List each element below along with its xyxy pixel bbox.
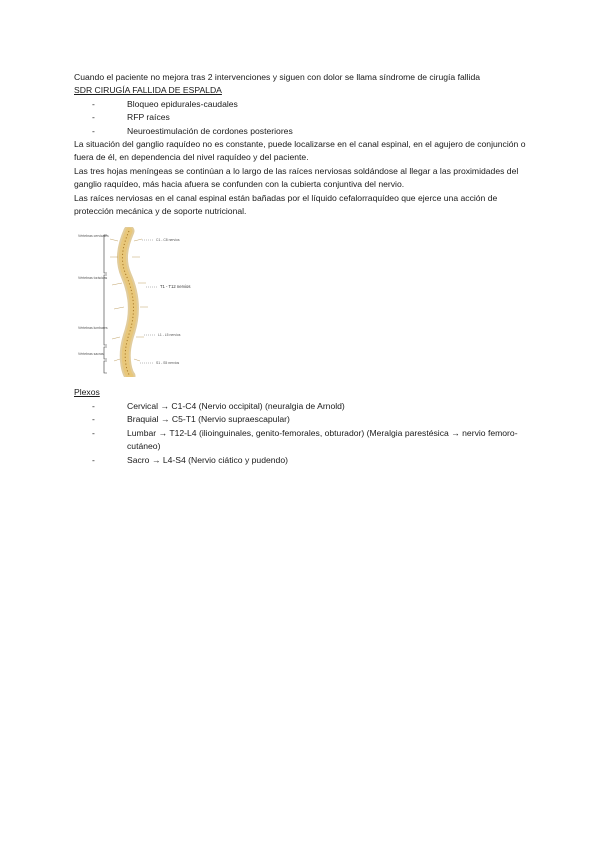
label-cervical-nerves: C1 - C8 nervios: [156, 238, 180, 243]
intro-paragraph: Cuando el paciente no mejora tras 2 intervenciones y siguen con dolor se llama síndrome de cirugía fallida: [74, 72, 481, 82]
sdr-heading: SDR CIRUGÍA FALLIDA DE ESPALDA: [74, 85, 222, 96]
list-item: - Lumbar → T12-L4 (ilioinguinales, genito-femorales, obturador) (Meralgia parestésica → nervio femoro-cutáneo): [92, 427, 534, 454]
list-item: - Braquial → C5-T1 (Nervio supraescapular): [92, 413, 534, 426]
spine-figure: [74, 227, 194, 377]
sdr-list: [74, 98, 534, 138]
label-lumbar-nerves: L1 - L5 nervios: [158, 333, 181, 338]
list-item: - Bloqueo epidurales-caudales: [92, 98, 534, 111]
list-item: - Neuroestimulación de cordones posteriores: [92, 125, 534, 138]
label-sacral-nerves: S1 - S5 nervios: [156, 361, 180, 366]
list-item: - Cervical → C1-C4 (Nervio occipital) (neuralgia de Arnold): [92, 400, 534, 413]
paragraph-meninges: Las tres hojas meníngeas se continúan a lo largo de las raíces nerviosas soldándose al llegar a las proximidades del ganglio raquídeo, más hacia afuera se confunden con la cubierta conjuntiva del nervio.: [74, 165, 519, 190]
plexos-heading: Plexos: [74, 387, 100, 398]
plexos-list: [74, 400, 534, 467]
label-lumbar-vertebrae: Vértebras lumbares: [78, 326, 108, 331]
paragraph-lcr: Las raíces nerviosas en el canal espinal están bañadas por el líquido cefalorraquídeo que ejerce una acción de protección mecánica y de soporte nutricional.: [74, 192, 498, 217]
label-thoracic-vertebrae: Vértebras torácicas: [78, 276, 108, 281]
label-sacral-vertebrae: Vértebras sacras: [78, 352, 104, 357]
label-cervical-vertebrae: Vértebras cervicales: [78, 234, 109, 239]
spine-illustration: [74, 227, 194, 377]
paragraph-ganglio: La situación del ganglio raquídeo no es constante, puede localizarse en el canal espinal, en el agujero de conjunción o fuera de él, en dependencia del nivel raquídeo y del paciente.: [74, 139, 526, 163]
list-item: - RFP raíces: [92, 111, 534, 124]
document-body: [74, 71, 534, 467]
bracket-thoracic: [104, 275, 107, 345]
list-item: - Sacro → L4-S4 (Nervio ciático y pudendo): [92, 454, 534, 467]
bracket-cervical: [104, 235, 107, 273]
label-thoracic-nerves: T1 - T12 nervios: [160, 284, 191, 290]
